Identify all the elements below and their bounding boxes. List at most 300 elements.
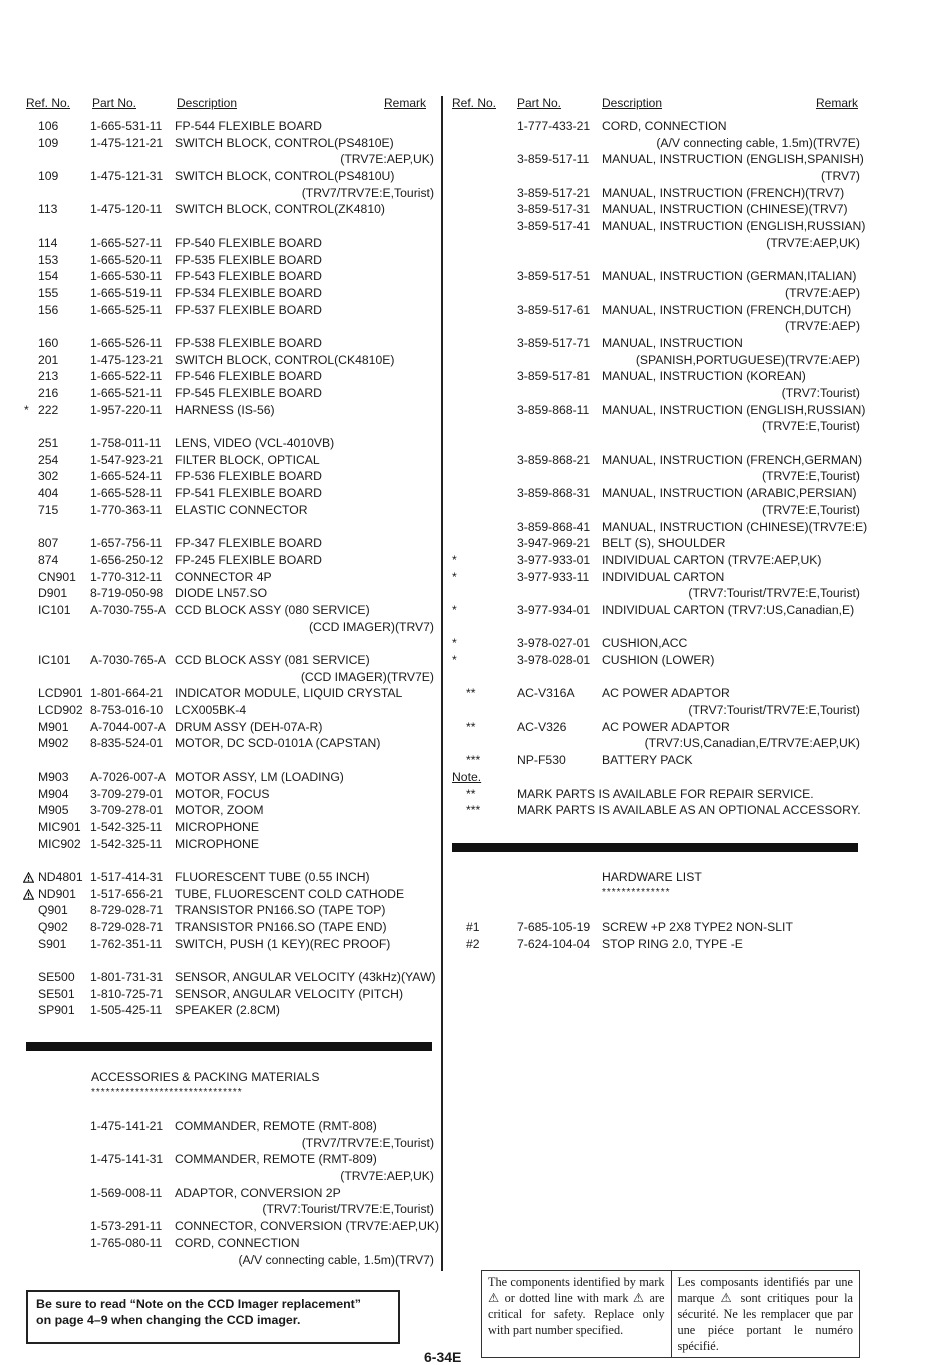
remark: (SPANISH,PORTUGUESE)(TRV7E:AEP) [635,352,860,367]
remark: (TRV7E:AEP,UK) [766,235,860,250]
part-row [452,936,860,953]
ref-no: S901 [38,936,67,951]
part-no: 1-801-731-31 [90,970,164,985]
ref-no: ** [466,719,476,734]
row-spacer [452,435,860,452]
ref-no: M904 [38,786,69,801]
ref-no: 254 [38,452,59,467]
row-spacer [24,752,434,769]
part-no: 1-957-220-11 [90,402,163,417]
part-no-heading: Part No. [517,96,562,110]
description: FLUORESCENT TUBE (0.55 INCH) [175,869,370,884]
ref-no: *** [466,753,481,768]
part-no: 1-475-141-31 [90,1152,164,1167]
ref-no-heading: Ref. No. [26,96,71,110]
ref-no: MIC902 [38,836,81,851]
part-row [24,1151,434,1168]
description: COMMANDER, REMOTE (RMT-809) [175,1152,377,1167]
part-no: 1-475-120-11 [90,202,163,217]
ref-no: SE500 [38,970,75,985]
remark-continuation-row [452,168,860,185]
description: CCD BLOCK ASSY (081 SERVICE) [175,653,370,667]
part-row [452,569,860,586]
ref-no: 201 [38,352,59,367]
description-heading: Description [602,96,663,110]
ref-no: 156 [38,302,59,317]
part-row [452,685,860,702]
part-no: 1-505-425-11 [90,1003,163,1018]
part-row [24,468,434,485]
part-row [24,385,434,402]
part-no: 1-665-526-11 [90,335,163,350]
description: CORD, CONNECTION [602,119,727,133]
description: STOP RING 2.0, TYPE -E [602,936,743,951]
part-row [24,552,434,569]
ref-no: IC101 [38,653,71,667]
description: MOTOR, ZOOM [175,803,264,818]
part-no: 1-475-141-21 [90,1119,164,1133]
safety-notice-box [481,1270,860,1358]
part-no: 1-665-519-11 [90,285,163,300]
ccd-notice-line-2: on page 4–9 when changing the CCD imager. [36,1313,301,1327]
accessories-underline-stars: ******************************* [91,1087,243,1098]
part-no: 1-656-250-12 [90,552,164,567]
ref-no: 160 [38,335,59,350]
remark-continuation-row [452,585,860,602]
part-row [24,352,434,369]
ref-no: #1 [466,920,480,934]
ref-no: 715 [38,502,59,517]
description: MANUAL, INSTRUCTION (ENGLISH,SPANISH) [602,152,864,167]
ref-no: 113 [38,202,58,217]
part-row [24,1235,434,1252]
part-row [24,869,434,886]
page-number: 6-34E [424,1349,462,1365]
description: CUSHION,ACC [602,636,688,651]
ccd-notice-line-1: Be sure to read “Note on the CCD Imager replacement” [36,1297,361,1311]
description: AC POWER ADAPTOR [602,686,730,701]
description: INDIVIDUAL CARTON (TRV7E:AEP,UK) [602,552,822,567]
description: TRANSISTOR PN166.SO (TAPE TOP) [175,903,386,918]
part-row [24,452,434,469]
description: MANUAL, INSTRUCTION (ARABIC,PERSIAN) [602,486,857,501]
part-row [452,519,868,536]
part-no: 7-624-104-04 [517,936,591,951]
description: HARNESS (IS-56) [175,402,275,417]
part-row [24,886,434,903]
part-no: 1-770-312-11 [90,569,163,584]
description: ELASTIC CONNECTOR [175,502,308,517]
part-row [24,836,434,853]
part-row [24,786,434,803]
part-row [24,268,434,285]
part-row [24,335,434,352]
part-no: 1-475-121-31 [90,169,164,184]
ref-no: ND4801 [38,869,83,884]
part-no: 3-859-517-81 [517,369,591,384]
part-row [24,1002,434,1019]
description: CONNECTOR 4P [175,569,272,584]
note-block [452,769,860,819]
remark: (TRV7/TRV7E:E,Tourist) [301,1135,434,1150]
remark-continuation-row [452,418,860,435]
remark-continuation-row [24,151,434,168]
remark: (TRV7E:E,Tourist) [762,469,860,484]
description: MANUAL, INSTRUCTION (KOREAN) [602,369,806,384]
ref-no: IC101 [38,602,71,617]
part-no: 1-517-414-31 [90,869,164,884]
description: BATTERY PACK [602,753,693,768]
ref-no: M903 [38,769,69,784]
row-spacer [24,635,434,652]
remark: (TRV7E:AEP) [785,285,860,300]
part-row [452,752,860,769]
description: FP-536 FLEXIBLE BOARD [175,469,322,484]
remark-heading: Remark [383,96,426,110]
ref-no: LCD901 [38,686,83,701]
part-row [452,919,860,936]
remark-continuation-row [24,1168,434,1185]
part-row [24,969,434,986]
part-no: A-7030-765-A [90,653,166,667]
part-row [452,185,860,202]
part-no: 1-801-664-21 [90,686,164,701]
ref-no: D901 [38,586,68,601]
part-row [452,602,860,619]
part-row [24,368,434,385]
description: TRANSISTOR PN166.SO (TAPE END) [175,920,387,934]
description: SENSOR, ANGULAR VELOCITY (PITCH) [175,986,403,1001]
remark-continuation-row [452,235,860,252]
remark-continuation-row [452,285,860,302]
ref-no: 216 [38,386,59,400]
description: SWITCH, PUSH (1 KEY)(REC PROOF) [175,936,391,951]
part-row [24,902,434,919]
ref-no: 155 [38,285,59,300]
row-spacer [24,852,434,869]
description-heading: Description [177,96,238,110]
remark-continuation-row [24,1252,434,1269]
part-row [24,201,434,218]
note-line [452,786,860,803]
description: LENS, VIDEO (VCL-4010VB) [175,436,335,451]
right-column-header [452,96,860,112]
remark-continuation-row [452,352,860,369]
part-row [24,819,434,836]
part-row [24,118,434,135]
description: INDIVIDUAL CARTON [602,569,725,584]
part-row [452,652,860,669]
remark: (A/V connecting cable, 1.5m)(TRV7E) [656,135,860,150]
ref-no: Q901 [38,903,68,918]
remark: (TRV7E:E,Tourist) [762,419,860,434]
part-no: 1-777-433-21 [517,119,591,133]
ref-no: 153 [38,252,59,267]
description: SWITCH BLOCK, CONTROL(PS4810E) [175,135,394,150]
ref-no: SE501 [38,986,75,1001]
part-row [452,218,866,235]
description: FP-245 FLEXIBLE BOARD [175,552,322,567]
asterisk-mark: * [24,402,29,417]
description: AC POWER ADAPTOR [602,719,730,734]
note-text: MARK PARTS IS AVAILABLE FOR REPAIR SERVICE. [517,786,814,801]
part-no: 3-709-279-01 [90,786,164,801]
ref-no: 807 [38,536,59,551]
part-row [452,552,860,569]
ref-no: 251 [38,436,59,451]
row-spacer [24,418,434,435]
right-parts-column [452,96,868,769]
remark-continuation-row [24,619,434,636]
description: SPEAKER (2.8CM) [175,1003,280,1018]
note-text: MARK PARTS IS AVAILABLE AS AN OPTIONAL ACCESSORY. [517,803,861,818]
part-row [24,685,434,702]
remark-continuation-row [24,1135,434,1152]
part-no: 3-859-868-41 [517,519,591,534]
row-spacer [452,619,860,636]
left-parts-column [24,96,434,1019]
ccd-imager-notice [26,1290,400,1344]
asterisk-mark: * [452,602,457,617]
remark: (CCD IMAGER)(TRV7E) [300,669,434,684]
remark-continuation-row [24,185,434,202]
part-row [24,769,434,786]
remark-continuation-row [452,318,860,335]
remark: (TRV7:Tourist/TRV7E:E,Tourist) [688,586,860,601]
description: MICROPHONE [175,819,259,834]
part-row [24,502,434,519]
note-line [452,802,860,819]
part-no: 3-859-517-11 [517,152,590,167]
part-row [24,585,434,602]
ref-no: CN901 [38,569,76,584]
part-row [24,535,434,552]
ref-no: 114 [38,235,58,250]
part-row [24,735,434,752]
accessories-list [24,1118,440,1268]
part-row [24,402,434,419]
ref-no: Q902 [38,920,68,934]
part-no: 1-547-923-21 [90,452,164,467]
remark: (TRV7E:AEP) [785,319,860,334]
part-no: 3-709-278-01 [90,803,164,818]
part-no: 1-665-521-11 [90,386,163,400]
remark-continuation-row [452,702,860,719]
part-no: 1-665-527-11 [90,235,163,250]
part-row [24,1118,434,1135]
remark-continuation-row [452,385,860,402]
remark-continuation-row [452,135,860,152]
remark-continuation-row [452,468,860,485]
remark: (TRV7E:AEP,UK) [340,1169,434,1184]
description: MANUAL, INSTRUCTION (GERMAN,ITALIAN) [602,269,857,284]
part-no: 1-542-325-11 [90,836,163,851]
ref-no: M901 [38,719,69,734]
left-column-header [24,96,434,112]
description: COMMANDER, REMOTE (RMT-808) [175,1119,377,1133]
part-row [24,168,434,185]
part-no: 3-947-969-21 [517,536,591,551]
part-no: 1-517-656-21 [90,886,164,901]
remark-heading: Remark [815,96,858,110]
part-row [452,151,864,168]
description: FP-541 FLEXIBLE BOARD [175,486,322,501]
part-no: 3-859-517-61 [517,302,591,317]
remark: (TRV7) [820,169,860,184]
part-row [452,268,860,285]
ref-no: SP901 [38,1003,75,1018]
description: SWITCH BLOCK, CONTROL(ZK4810) [175,202,385,217]
remark: (TRV7:Tourist/TRV7E:E,Tourist) [688,703,860,718]
part-row [24,235,434,252]
description: SWITCH BLOCK, CONTROL(CK4810E) [175,352,395,367]
part-no: AC-V326 [517,719,567,734]
remark-continuation-row [452,735,860,752]
asterisk-mark: * [452,636,457,651]
description: LCX005BK-4 [175,703,247,718]
ref-no: ND901 [38,886,76,901]
part-row [24,1218,440,1235]
part-row [452,201,860,218]
ref-no: 106 [38,119,59,133]
description: MANUAL, INSTRUCTION (CHINESE)(TRV7) [602,202,848,217]
part-no: A-7030-755-A [90,602,166,617]
part-no: 1-665-531-11 [90,119,163,133]
remark-continuation-row [24,1201,434,1218]
row-spacer [24,519,434,536]
part-row [452,535,860,552]
part-no: AC-V316A [517,686,575,701]
part-no: 1-665-522-11 [90,369,163,384]
ref-no: ** [466,686,476,701]
ref-no: 109 [38,135,59,150]
remark: (TRV7E:AEP,UK) [340,152,434,167]
part-row [24,569,434,586]
right-parts-list [452,118,868,769]
ref-no: 154 [38,269,59,284]
part-row [452,485,860,502]
part-row [24,936,434,953]
description: FP-540 FLEXIBLE BOARD [175,235,322,250]
safety-notice-french: Les composants identifiés par une marque ⚠ sont critiques pour la sécurité. Ne les remplacer que par une piéce portant le numéro spécifié. [671,1271,860,1357]
column-divider [441,96,443,1271]
left-parts-list [24,118,434,1019]
part-no: 1-573-291-11 [90,1219,163,1234]
part-no: 3-859-517-31 [517,202,591,217]
ref-no: M905 [38,803,69,818]
description: FP-534 FLEXIBLE BOARD [175,285,322,300]
part-row [24,986,434,1003]
ref-no: #2 [466,936,480,951]
part-no: A-7044-007-A [90,719,166,734]
hardware-list [452,919,860,952]
part-no: 3-977-933-01 [517,552,591,567]
part-no: 8-729-028-71 [90,920,164,934]
part-no: 3-859-517-41 [517,219,591,234]
part-no: 3-859-868-31 [517,486,591,501]
ref-no: 213 [38,369,59,384]
part-row [24,252,434,269]
remark-continuation-row [24,669,434,686]
description: MANUAL, INSTRUCTION (FRENCH,DUTCH) [602,302,852,317]
part-no-heading: Part No. [92,96,137,110]
ref-no: LCD902 [38,703,83,718]
description: MANUAL, INSTRUCTION (ENGLISH,RUSSIAN) [602,219,866,234]
section-bar [26,1042,432,1051]
remark: (TRV7:Tourist/TRV7E:E,Tourist) [262,1202,434,1217]
hardware-title: HARDWARE LIST [602,870,702,884]
part-no: 3-978-027-01 [517,636,591,651]
row-spacer [24,952,434,969]
description: SWITCH BLOCK, CONTROL(PS4810U) [175,169,395,184]
part-row [452,302,860,319]
description: MOTOR, FOCUS [175,786,270,801]
ref-no: 874 [38,552,59,567]
description: SENSOR, ANGULAR VELOCITY (43kHz)(YAW) [175,970,436,985]
row-spacer [452,669,860,686]
description: MANUAL, INSTRUCTION (ENGLISH,RUSSIAN) [602,402,866,417]
description: ADAPTOR, CONVERSION 2P [175,1185,341,1200]
part-row [24,135,434,152]
ref-no: M902 [38,736,69,751]
part-row [452,635,860,652]
part-row [24,652,434,669]
part-no: 1-765-080-11 [90,1235,163,1250]
ref-no: 109 [38,169,59,184]
part-row [452,719,860,736]
part-no: 1-665-528-11 [90,486,163,501]
description: CCD BLOCK ASSY (080 SERVICE) [175,602,370,617]
part-no: 1-665-525-11 [90,302,163,317]
remark: (TRV7:US,Canadian,E/TRV7E:AEP,UK) [644,736,860,751]
description: FILTER BLOCK, OPTICAL [175,452,320,467]
accessories-title: ACCESSORIES & PACKING MATERIALS [91,1070,320,1084]
description: FP-543 FLEXIBLE BOARD [175,269,322,284]
part-row [24,602,434,619]
part-no: 8-753-016-10 [90,703,164,718]
part-no: 1-665-524-11 [90,469,163,484]
row-spacer [24,218,434,235]
part-row [452,452,863,469]
remark: (CCD IMAGER)(TRV7) [308,619,434,634]
part-no: 7-685-105-19 [517,920,591,934]
part-no: 1-762-351-11 [90,936,163,951]
part-row [24,302,434,319]
description: FP-546 FLEXIBLE BOARD [175,369,322,384]
ref-no: MIC901 [38,819,81,834]
part-row [452,118,860,135]
part-no: 1-657-756-11 [90,536,163,551]
ref-no: 404 [38,486,59,501]
description: MANUAL, INSTRUCTION (CHINESE)(TRV7E:E) [602,519,868,534]
ref-no: 302 [38,469,59,484]
asterisk-mark: * [452,569,457,584]
part-row [24,702,434,719]
part-no: 1-542-325-11 [90,819,163,834]
hardware-underline-stars: ************** [602,887,671,898]
description: FP-545 FLEXIBLE BOARD [175,386,322,400]
part-no: 1-665-520-11 [90,252,163,267]
part-no: 3-977-934-01 [517,602,591,617]
asterisk-mark: * [452,653,457,667]
description: TUBE, FLUORESCENT COLD CATHODE [175,886,405,901]
row-spacer [452,252,860,269]
part-no: 8-835-524-01 [90,736,164,751]
part-row [24,485,434,502]
part-no: 3-859-517-71 [517,335,591,350]
part-row [24,435,434,452]
description: MICROPHONE [175,836,259,851]
